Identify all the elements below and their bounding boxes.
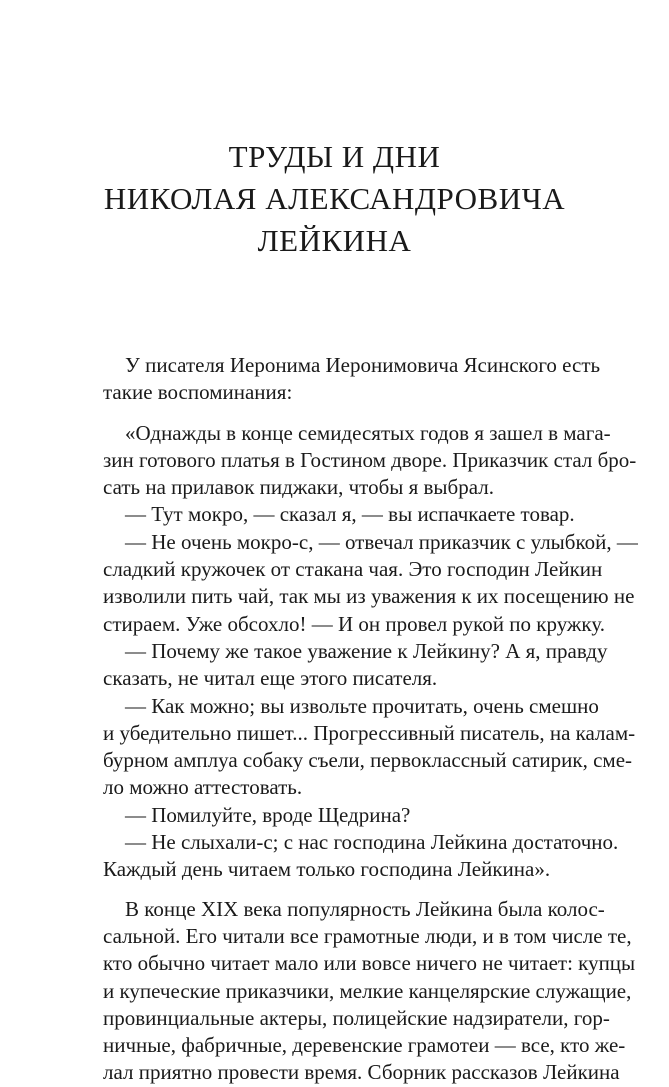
text-line: сальной. Его читали все грамотные люди, и в том числе те, bbox=[103, 923, 632, 948]
paragraph-popularity bbox=[103, 896, 636, 1087]
text-line: стираем. Уже обсохло! — И он провел рукой по кружку. bbox=[103, 611, 605, 636]
text-line: сать на прилавок пиджаки, чтобы я выбрал. bbox=[103, 475, 494, 500]
text-line: ло можно аттестовать. bbox=[103, 775, 303, 800]
chapter-title-line-1: ТРУДЫ И ДНИ bbox=[228, 139, 441, 174]
text-line: — Как можно; вы извольте прочитать, очень смешно bbox=[125, 693, 599, 718]
text-line: В конце XIX века популярность Лейкина была колос- bbox=[125, 896, 605, 921]
text-line: — Не слыхали-с; с нас господина Лейкина достаточно. bbox=[125, 830, 619, 855]
body-text bbox=[103, 352, 638, 1087]
text-line: «Однажды в конце семидесятых годов я зашел в мага- bbox=[125, 420, 611, 445]
text-line: — Тут мокро, — сказал я, — вы испачкаете товар. bbox=[125, 502, 575, 527]
text-line: такие воспоминания: bbox=[103, 380, 293, 405]
chapter-title bbox=[0, 136, 669, 262]
text-line: — Не очень мокро-с, — отвечал приказчик с улыбкой, — bbox=[125, 529, 638, 554]
text-line: лал приятно провести время. Сборник рассказов Лейкина bbox=[103, 1060, 620, 1085]
text-line: У писателя Иеронима Иеронимовича Ясинского есть bbox=[125, 353, 601, 377]
text-line: и купеческие приказчики, мелкие канцелярские служащие, bbox=[103, 978, 632, 1003]
text-line: ничные, фабричные, деревенские грамотеи — все, кто же- bbox=[103, 1033, 626, 1058]
paragraph-intro bbox=[103, 352, 601, 407]
text-line: провинциальные актеры, полицейские надзиратели, гор- bbox=[103, 1005, 610, 1030]
chapter-title-line-3: ЛЕЙКИНА bbox=[257, 223, 412, 258]
text-line: бурном амплуа собаку съели, первоклассный сатирик, сме- bbox=[103, 748, 633, 773]
text-line: изволили пить чай, так мы из уважения к их посещению не bbox=[103, 584, 635, 609]
text-line: Каждый день читаем только господина Лейкина». bbox=[103, 857, 551, 882]
text-line: — Почему же такое уважение к Лейкину? А я, правду bbox=[125, 638, 608, 663]
chapter-title-line-2: НИКОЛАЯ АЛЕКСАНДРОВИЧА bbox=[103, 181, 566, 216]
text-line: и убедительно пишет... Прогрессивный писатель, на калам- bbox=[103, 720, 636, 745]
text-line: сказать, не читал еще этого писателя. bbox=[103, 666, 438, 691]
text-line: кто обычно читает мало или вовсе ничего не читает: купцы bbox=[103, 951, 636, 976]
text-line: зин готового платья в Гостином дворе. Приказчик стал бро- bbox=[103, 447, 637, 472]
text-line: — Помилуйте, вроде Щедрина? bbox=[125, 802, 411, 827]
paragraph-quotation bbox=[103, 420, 638, 884]
text-line: сладкий кружочек от стакана чая. Это господин Лейкин bbox=[103, 557, 603, 582]
